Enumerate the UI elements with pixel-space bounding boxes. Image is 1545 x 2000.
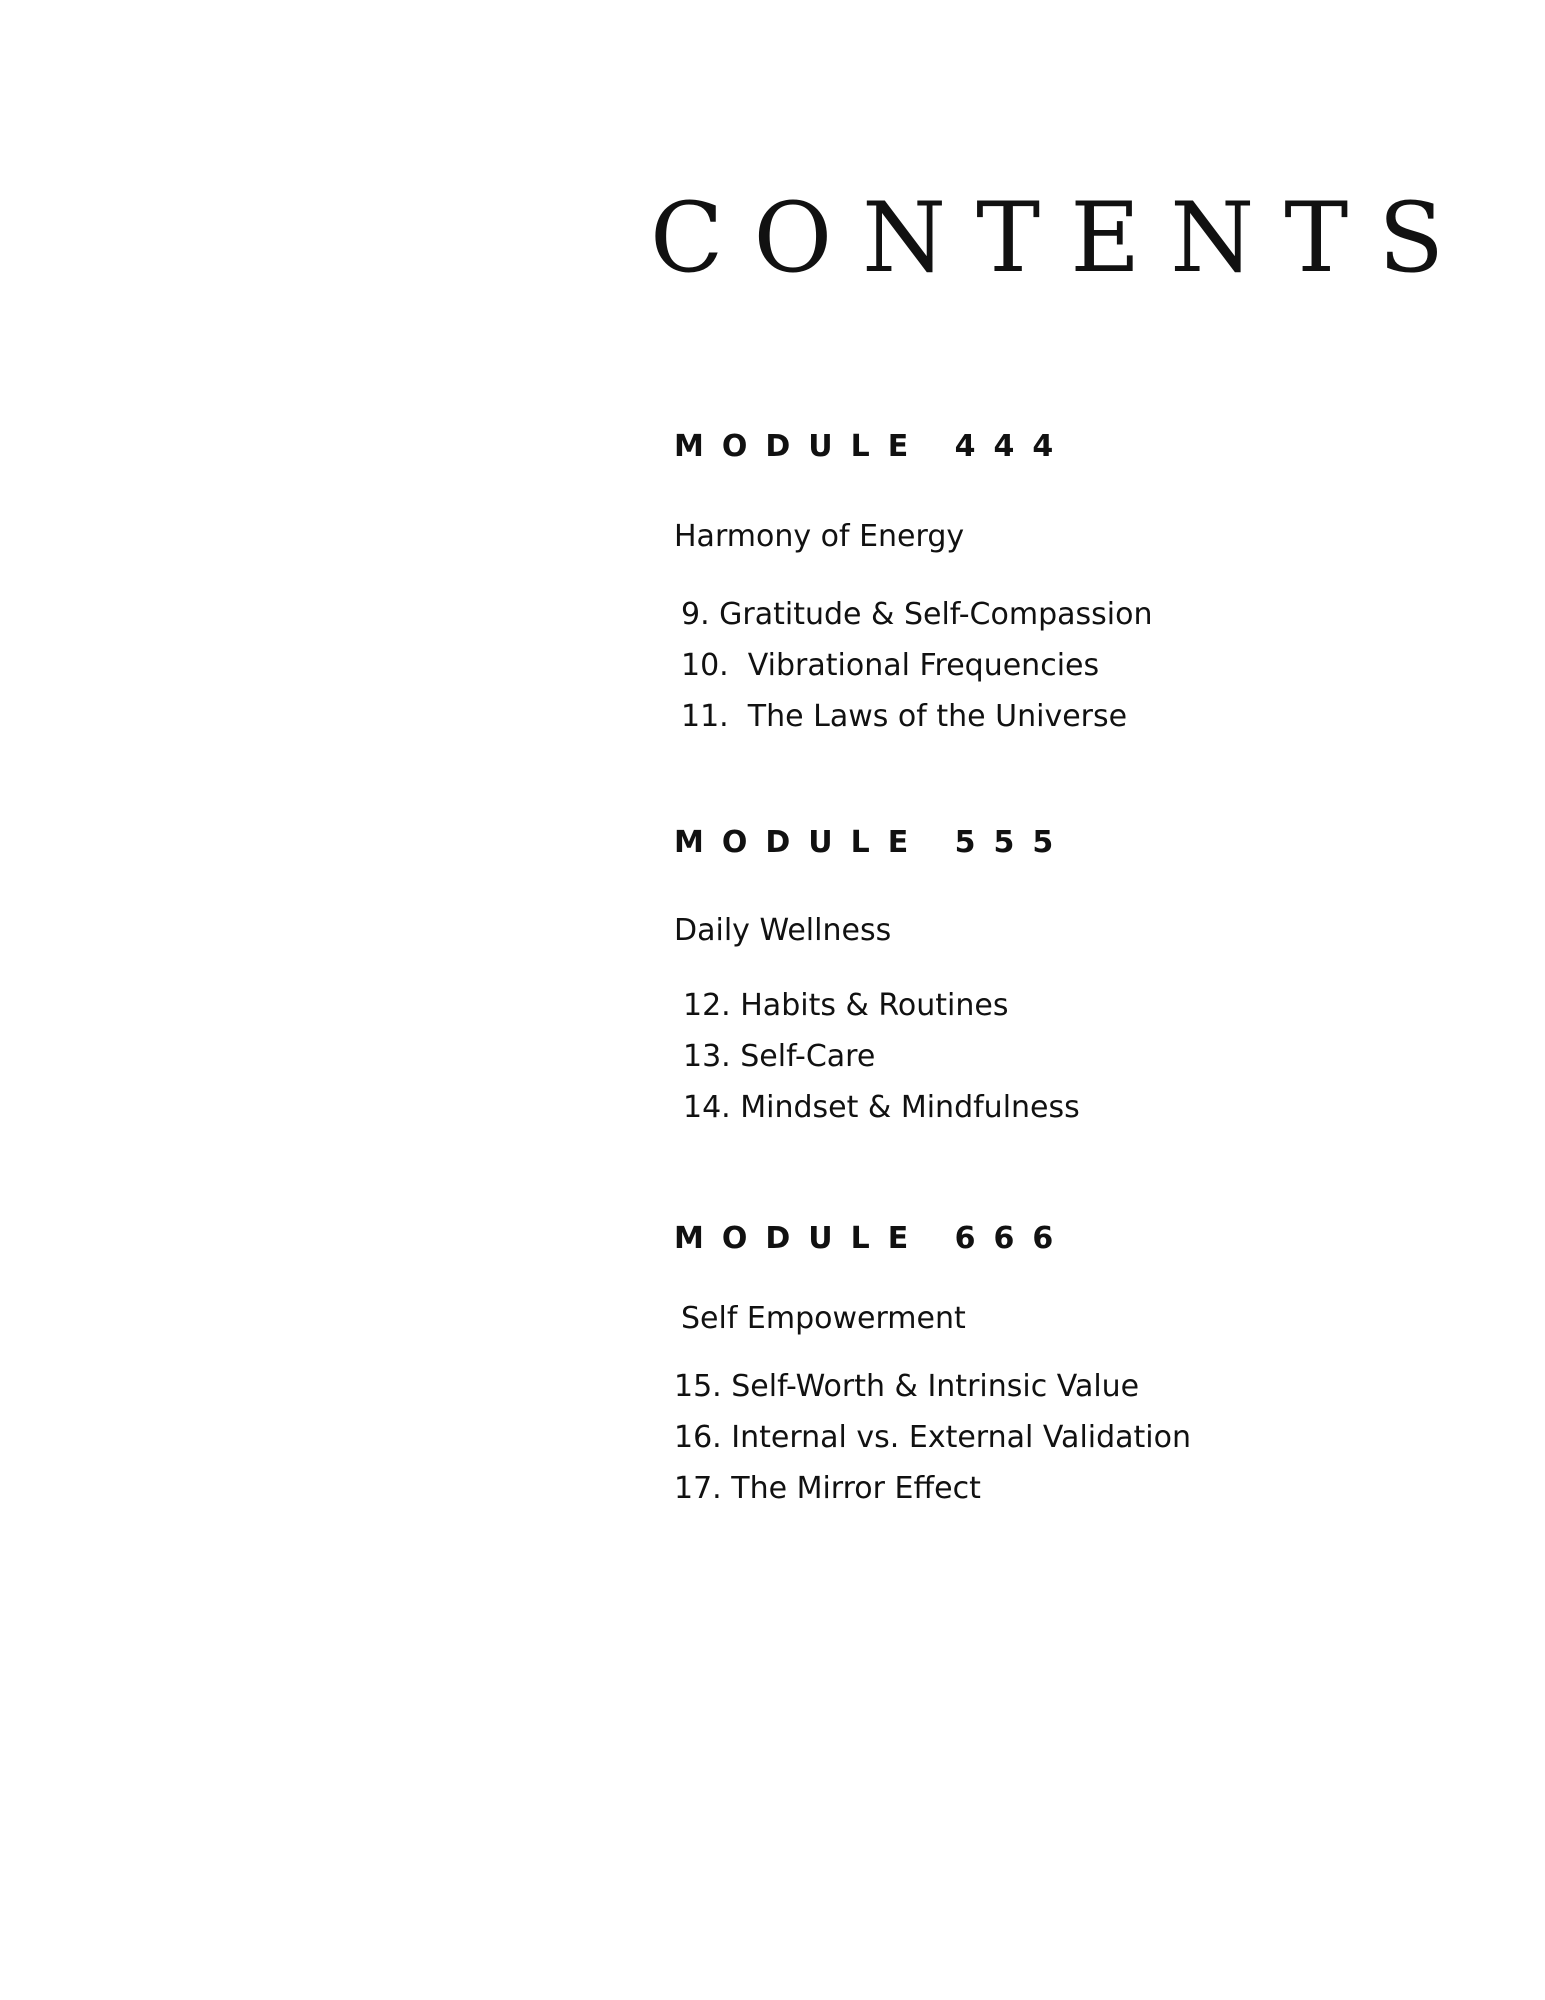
list-item: 9. Gratitude & Self-Compassion <box>681 597 1153 632</box>
module-heading: MODULE 555 <box>674 825 1072 860</box>
module-item-list <box>674 1361 1191 1514</box>
list-item: 11. The Laws of the Universe <box>681 699 1128 734</box>
module-heading: MODULE 666 <box>674 1221 1072 1256</box>
list-item: 16. Internal vs. External Validation <box>674 1420 1192 1455</box>
module-item-list <box>683 980 1080 1133</box>
page-title: CONTENTS <box>650 182 1475 294</box>
list-item: 14. Mindset & Mindfulness <box>683 1090 1080 1125</box>
list-item: 17. The Mirror Effect <box>674 1471 981 1506</box>
list-item: 10. Vibrational Frequencies <box>681 648 1100 683</box>
list-item: 13. Self-Care <box>683 1039 876 1074</box>
list-item: 12. Habits & Routines <box>683 988 1009 1023</box>
module-subtitle: Harmony of Energy <box>674 519 965 554</box>
list-item: 15. Self-Worth & Intrinsic Value <box>674 1369 1140 1404</box>
module-subtitle: Daily Wellness <box>674 913 892 948</box>
module-item-list <box>681 589 1152 742</box>
module-subtitle: Self Empowerment <box>681 1301 966 1336</box>
module-heading: MODULE 444 <box>674 429 1072 464</box>
